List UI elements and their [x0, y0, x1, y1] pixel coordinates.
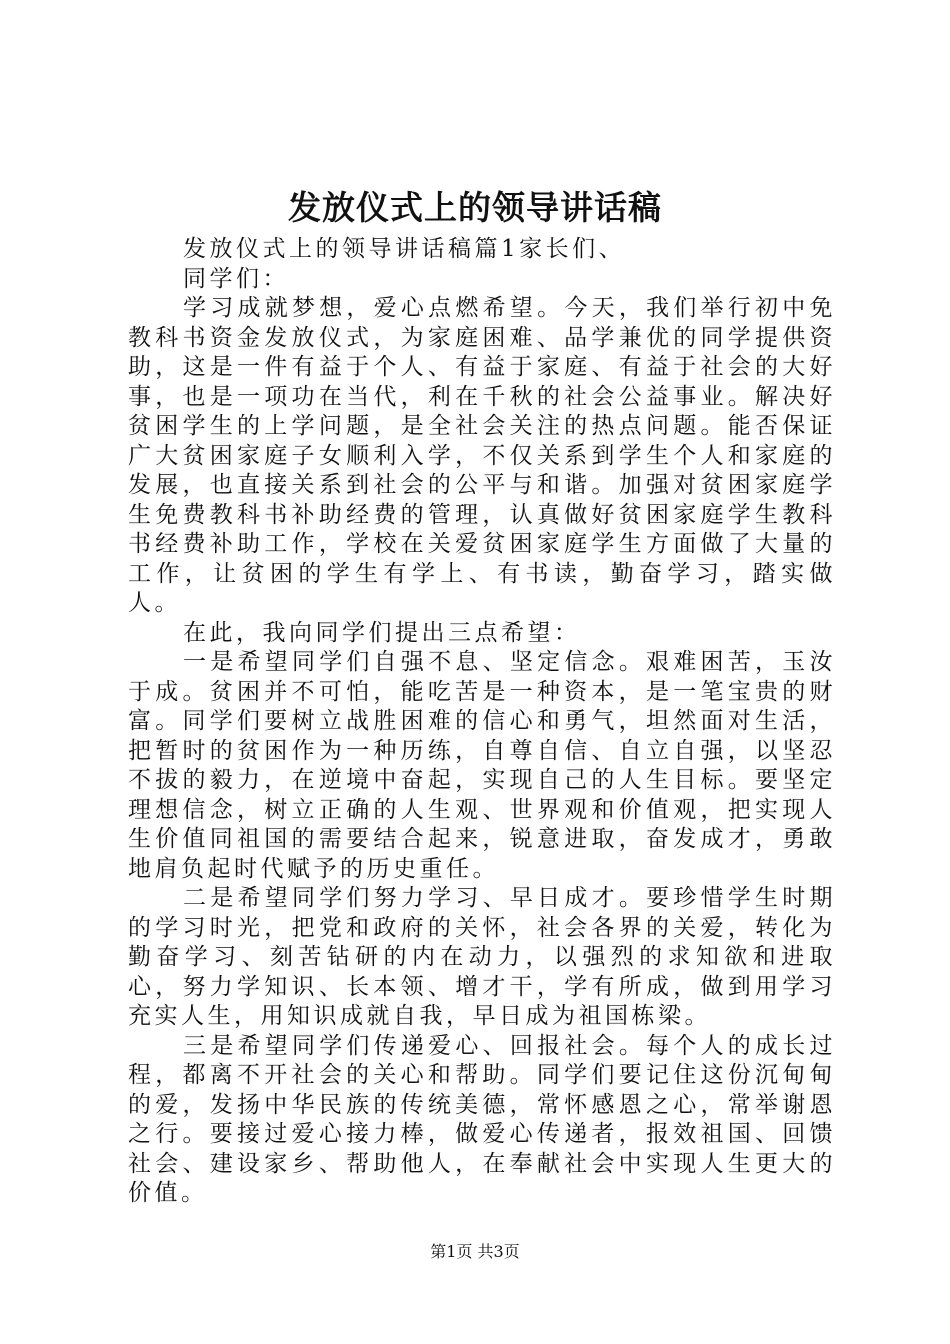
- paragraph-hope-three: 三是希望同学们传递爱心、回报社会。每个人的成长过程，都离不开社会的关心和帮助。同学们要记住这份沉甸甸的爱，发扬中华民族的传统美德，常怀感恩之心，常举谢恩之行。要接过爱心接力棒，做爱心传递者，报效祖国、回馈社会、建设家乡、帮助他人，在奉献社会中实现人生更大的价值。: [128, 1032, 836, 1206]
- document-body: [128, 235, 836, 1209]
- paragraph-salutation: 同学们：: [183, 265, 289, 292]
- paragraph-hope-two: 二是希望同学们努力学习、早日成才。要珍惜学生时期的学习时光，把党和政府的关怀，社会各界的关爱，转化为勤奋学习、刻苦钻研的内在动力，以强烈的求知欲和进取心，努力学知识、长本领、增才干，学有所成，做到用学习充实人生，用知识成就自我，早日成为祖国栋梁。: [128, 885, 836, 1029]
- paragraph-opening: 学习成就梦想，爱心点燃希望。今天，我们举行初中免教科书资金发放仪式，为家庭困难、品学兼优的同学提供资助，这是一件有益于个人、有益于家庭、有益于社会的大好事，也是一项功在当代，利在千秋的社会公益事业。解决好贫困学生的上学问题，是全社会关注的热点问题。能否保证广大贫困家庭子女顺利入学，不仅关系到学生个人和家庭的发展，也直接关系到社会的公平与和谐。加强对贫困家庭学生免费教科书补助经费的管理，认真做好贫困家庭学生教科书经费补助工作，学校在关爱贫困家庭学生方面做了大量的工作，让贫困的学生有学上、有书读，勤奋学习，踏实做人。: [128, 295, 836, 616]
- paragraph-intro: 发放仪式上的领导讲话稿篇1家长们、: [183, 236, 626, 262]
- paragraph-hope-one: 一是希望同学们自强不息、坚定信念。艰难困苦，玉汝于成。贫困并不可怕，能吃苦是一种资本，是一笔宝贵的财富。同学们要树立战胜困难的信心和勇气，坦然面对生活，把暂时的贫困作为一种历练，自尊自信、自立自强，以坚忍不拔的毅力，在逆境中奋起，实现自己的人生目标。要坚定理想信念，树立正确的人生观、世界观和价值观，把实现人生价值同祖国的需要结合起来，锐意进取，奋发成才，勇敢地肩负起时代赋予的历史重任。: [128, 649, 836, 882]
- paragraph-hopes-intro: 在此，我向同学们提出三点希望：: [183, 619, 581, 646]
- document-title: 发放仪式上的领导讲话稿: [288, 188, 662, 227]
- page-number: 第1页 共3页: [430, 1242, 520, 1261]
